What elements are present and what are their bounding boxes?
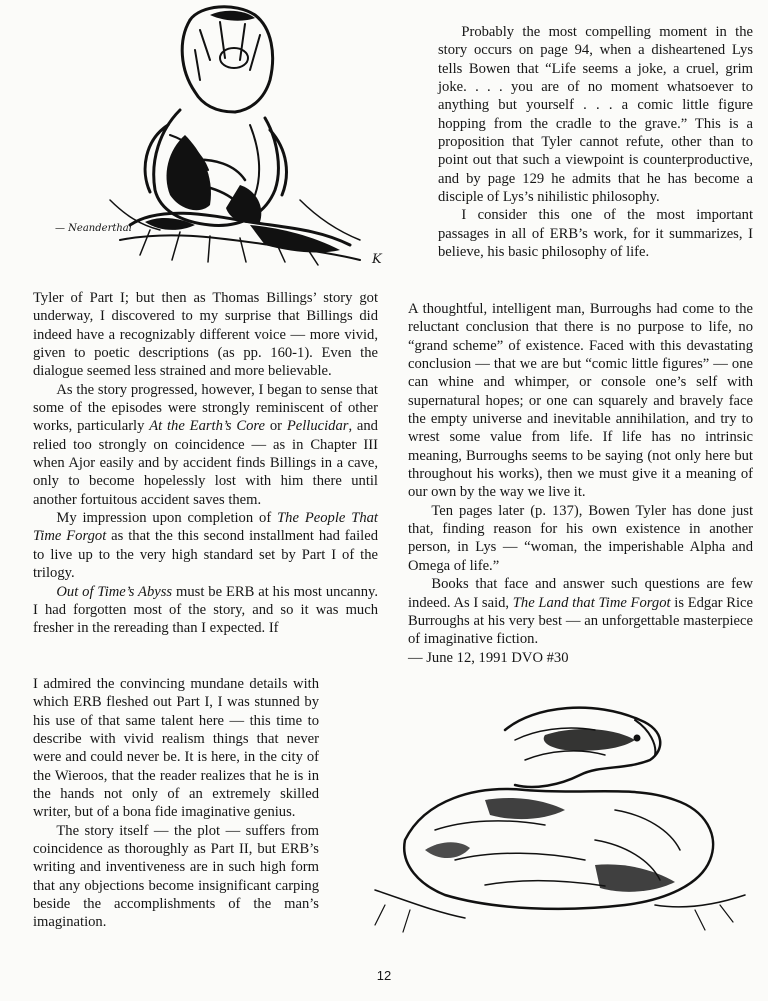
paragraph: I consider this one of the most important passages in all of ERB’s work, for it summarizes, I believe, his basic philosophy of life.: [438, 207, 753, 261]
paragraph: Tyler of Part I; but then as Thomas Billings’ story got underway, I discovered to my surprise that Billings did indeed have a recognizably different voice — more vivid, given to poetic descriptions (as pp. 160-1). Even the dialogue seemed less strained and more believable.: [33, 290, 378, 380]
book-title: The Land that Time Forgot: [512, 594, 671, 611]
artist-signature: K: [372, 252, 382, 267]
page-number: 12: [376, 968, 392, 983]
paragraph: As the story progressed, however, I began to sense that some of the episodes were strongly reminiscent of other works, particularly At the Earth’s Core or Pellucidar, and relied too strongly on coincidence — as in Chapter III when Ajor easily and by accident finds Billings in a cave, only to become hopelessly lost with him there until another fortuitous accident saves them.: [33, 381, 378, 508]
paragraph: I admired the convincing mundane details with which ERB fleshed out Part I, I was stunned by his use of that same talent here — this time to describe with vivid realism things that never were and could never be. It is here, in the city of the Wieroos, that the reader realizes that he is in the hands not only of an extremely skilled writer, but of a bona fide imaginative genius.: [33, 676, 319, 821]
right-column-upper: [438, 23, 753, 261]
paragraph: Probably the most compelling moment in the story occurs on page 94, when a disheartened Lys tells Bowen that “Life seems a joke, a cruel, grim joke. . . . you are of no moment whatsoever to anything but yourself . . . a comic little figure hopping from the cradle to the grave.” This is a proposition that Tyler cannot refute, other than to point out that such a viewpoint is counterproductive, and by page 129 he admits that he has become a disciple of Lys’s nihilistic philosophy.: [438, 24, 753, 206]
book-title: The People That Time Forgot: [33, 510, 378, 545]
illustration-caption: — Neanderthal: [55, 223, 132, 234]
right-column-lower: [408, 300, 753, 667]
paragraph: The story itself — the plot — suffers from coincidence as thoroughly as Part II, but ERB’s writing and inventiveness are in such high form that any objections become insignificant carping beside the accomplishments of the man’s imagination.: [33, 822, 319, 931]
book-title: Out of Time’s Abyss: [56, 583, 173, 600]
book-title: Pellucidar: [286, 418, 349, 435]
left-column-lower: [33, 675, 319, 932]
paragraph: Books that face and answer such questions are few indeed. As I said, The Land that Time Forgot is Edgar Rice Burroughs at his very best — an unforgettable masterpiece of imaginative fiction.: [408, 576, 753, 648]
paragraph: Ten pages later (p. 137), Bowen Tyler has done just that, finding reason for his own existence in another person, in Lys — “woman, the imperishable Alpha and Omega of life.”: [408, 502, 753, 574]
beasts-illustration: [365, 690, 755, 940]
paragraph: Out of Time’s Abyss must be ERB at his most uncanny. I had forgotten most of the story, and so it was much fresher in the rereading than I expected. If: [33, 583, 378, 637]
paragraph: A thoughtful, intelligent man, Burroughs had come to the reluctant conclusion that there is no purpose to life, no “grand scheme” of existence. Faced with this devastating conclusion — that we are but “comic little figures” — one can whine and whimper, or console one’s self with supernatural hopes; or one can squarely and bravely face the empty universe and inevitable annihilation, and try to wrest some value from life. If life has no intrinsic meaning, Burroughs seems to be saying (not only here but throughout his works), then we must give it a meaning of our own by the way we live it.: [408, 301, 753, 501]
dateline: — June 12, 1991 DVO #30: [408, 649, 569, 666]
book-title: At the Earth’s Core: [149, 418, 266, 435]
paragraph: My impression upon completion of The People That Time Forgot as that the this second installment had failed to live up to the very high standard set by Part I of the trilogy.: [33, 510, 379, 582]
left-column-upper: [33, 289, 378, 638]
